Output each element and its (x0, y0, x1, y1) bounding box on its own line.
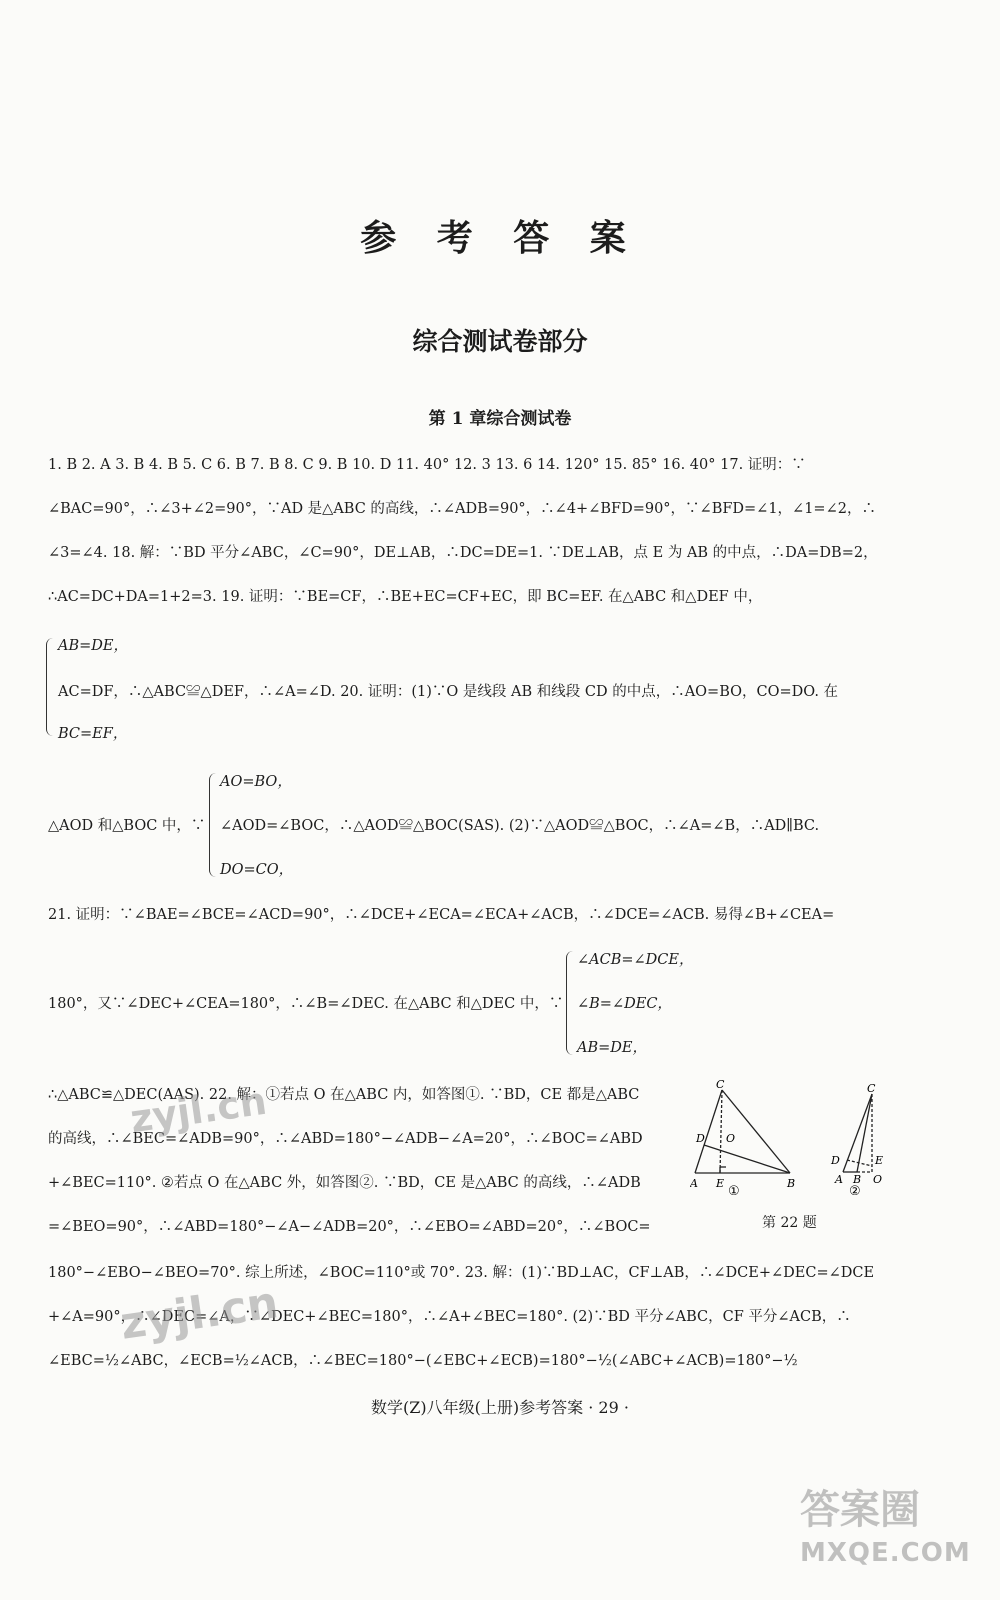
answer-line-1: 1. B 2. A 3. B 4. B 5. C 6. B 7. B 8. C 9. B 10. D 11. 40° 12. 3 13. 6 14. 120° 15. 85° 16. 40° 17. 证明：∵ (48, 457, 806, 473)
system-21-row-1: ∠ACB=∠DCE， (577, 952, 694, 968)
fig1-point-o: O (726, 1132, 736, 1145)
answer-line-7: 21. 证明：∵∠BAE=∠BCE=∠ACD=90°，∴∠DCE+∠ECA=∠ECA+∠ACB，∴∠DCE=∠ACB. 易得∠B+∠CEA= (48, 907, 835, 923)
system-20-row-1: AO=BO， (220, 774, 292, 790)
figure-caption: 第 22 题 (762, 1215, 817, 1231)
watermark-corner-logo: 答案圈 (800, 1487, 920, 1533)
figure-22-2 (825, 1080, 900, 1195)
watermark-1: zyjl.cn (127, 1078, 270, 1142)
fig2-point-a: A (835, 1173, 843, 1186)
fig2-point-o: O (873, 1173, 883, 1186)
system-21-row-2: ∠B=∠DEC， (577, 996, 672, 1012)
main-title: 参 考 答 案 (360, 217, 640, 259)
answer-line-9: ∴△ABC≌△DEC(AAS). 22. 解：①若点 O 在△ABC 内，如答图①. ∵BD，CE 都是△ABC (48, 1087, 640, 1103)
fig1-label: ① (728, 1184, 740, 1195)
answer-line-13: 180°−∠EBO−∠BEO=70°. 综上所述，∠BOC=110°或 70°. 23. 解：(1)∵BD⊥AC，CF⊥AB，∴∠DCE+∠DEC=∠DCE (48, 1265, 875, 1281)
figure-22-1 (690, 1080, 805, 1195)
fig2-point-b: B (853, 1173, 862, 1186)
fig1-point-a: A (690, 1177, 698, 1190)
brace-21 (566, 951, 575, 1055)
fig2-point-d: D (831, 1154, 840, 1167)
system-20-row-3: DO=CO， (220, 862, 294, 878)
watermark-corner-site: MXQE.COM (800, 1538, 971, 1568)
answer-line-11: +∠BEC=110°. ②若点 O 在△ABC 外，如答图②. ∵BD，CE 是△ABC 的高线，∴∠ADB (48, 1175, 641, 1191)
fig2-point-e: E (875, 1154, 884, 1167)
answer-line-4: ∴AC=DC+DA=1+2=3. 19. 证明：∵BE=CF，∴BE+EC=CF+EC，即 BC=EF. 在△ABC 和△DEF 中， (48, 589, 763, 605)
answer-line-12: =∠BEO=90°，∴∠ABD=180°−∠A−∠ADB=20°，∴∠EBO=∠ABD=20°，∴∠BOC= (48, 1219, 651, 1235)
brace-19 (46, 638, 55, 736)
answer-line-8: 180°，又∵∠DEC+∠CEA=180°，∴∠B=∠DEC. 在△ABC 和△DEC 中，∵ (48, 996, 564, 1012)
fig1-point-e: E (716, 1177, 725, 1190)
system-21-row-3: AB=DE， (577, 1040, 647, 1056)
page-footer: 数学(Z)八年级(上册)参考答案 · 29 · (371, 1398, 629, 1417)
system-19-row-1: AB=DE， (58, 638, 128, 654)
watermark-2: zyjl.cn (117, 1277, 282, 1350)
fig1-point-c: C (716, 1080, 725, 1091)
answer-line-3: ∠3=∠4. 18. 解：∵BD 平分∠ABC，∠C=90°，DE⊥AB，∴DC=DE=1. ∵DE⊥AB，点 E 为 AB 的中点，∴DA=DB=2， (48, 545, 878, 561)
fig2-label: ② (849, 1184, 861, 1195)
answer-line-6: △AOD 和△BOC 中，∵ (48, 818, 206, 834)
answer-line-5: AC=DF，∴△ABC≌△DEF，∴∠A=∠D. 20. 证明：(1)∵O 是线段 AB 和线段 CD 的中点，∴AO=BO，CO=DO. 在 (58, 684, 839, 700)
answer-line-15: ∠EBC=½∠ABC，∠ECB=½∠ACB，∴∠BEC=180°−(∠EBC+∠ECB)=180°−½(∠ABC+∠ACB)=180°−½ (48, 1353, 798, 1369)
section-title: 综合测试卷部分 (412, 327, 588, 356)
chapter-title: 第 1 章综合测试卷 (428, 409, 572, 429)
answer-line-14: +∠A=90°，∴∠DEC=∠A，∵∠DEC+∠BEC=180°，∴∠A+∠BEC=180°. (2)∵BD 平分∠ABC，CF 平分∠ACB，∴ (48, 1309, 851, 1325)
fig1-point-d: D (696, 1132, 705, 1145)
fig2-point-c: C (867, 1082, 876, 1095)
answer-line-10: 的高线，∴∠BEC=∠ADB=90°，∴∠ABD=180°−∠ADB−∠A=20°，∴∠BOC=∠ABD (48, 1131, 643, 1147)
brace-20 (209, 773, 218, 877)
system-19-row-3: BC=EF， (58, 726, 128, 742)
answer-line-2: ∠BAC=90°，∴∠3+∠2=90°，∵AD 是△ABC 的高线，∴∠ADB=90°，∴∠4+∠BFD=90°，∵∠BFD=∠1，∠1=∠2，∴ (48, 501, 876, 517)
fig1-point-b: B (787, 1177, 796, 1190)
answer-line-6b: ∠AOD=∠BOC，∴△AOD≌△BOC(SAS). (2)∵△AOD≌△BOC，∴∠A=∠B，∴AD∥BC. (220, 818, 820, 834)
